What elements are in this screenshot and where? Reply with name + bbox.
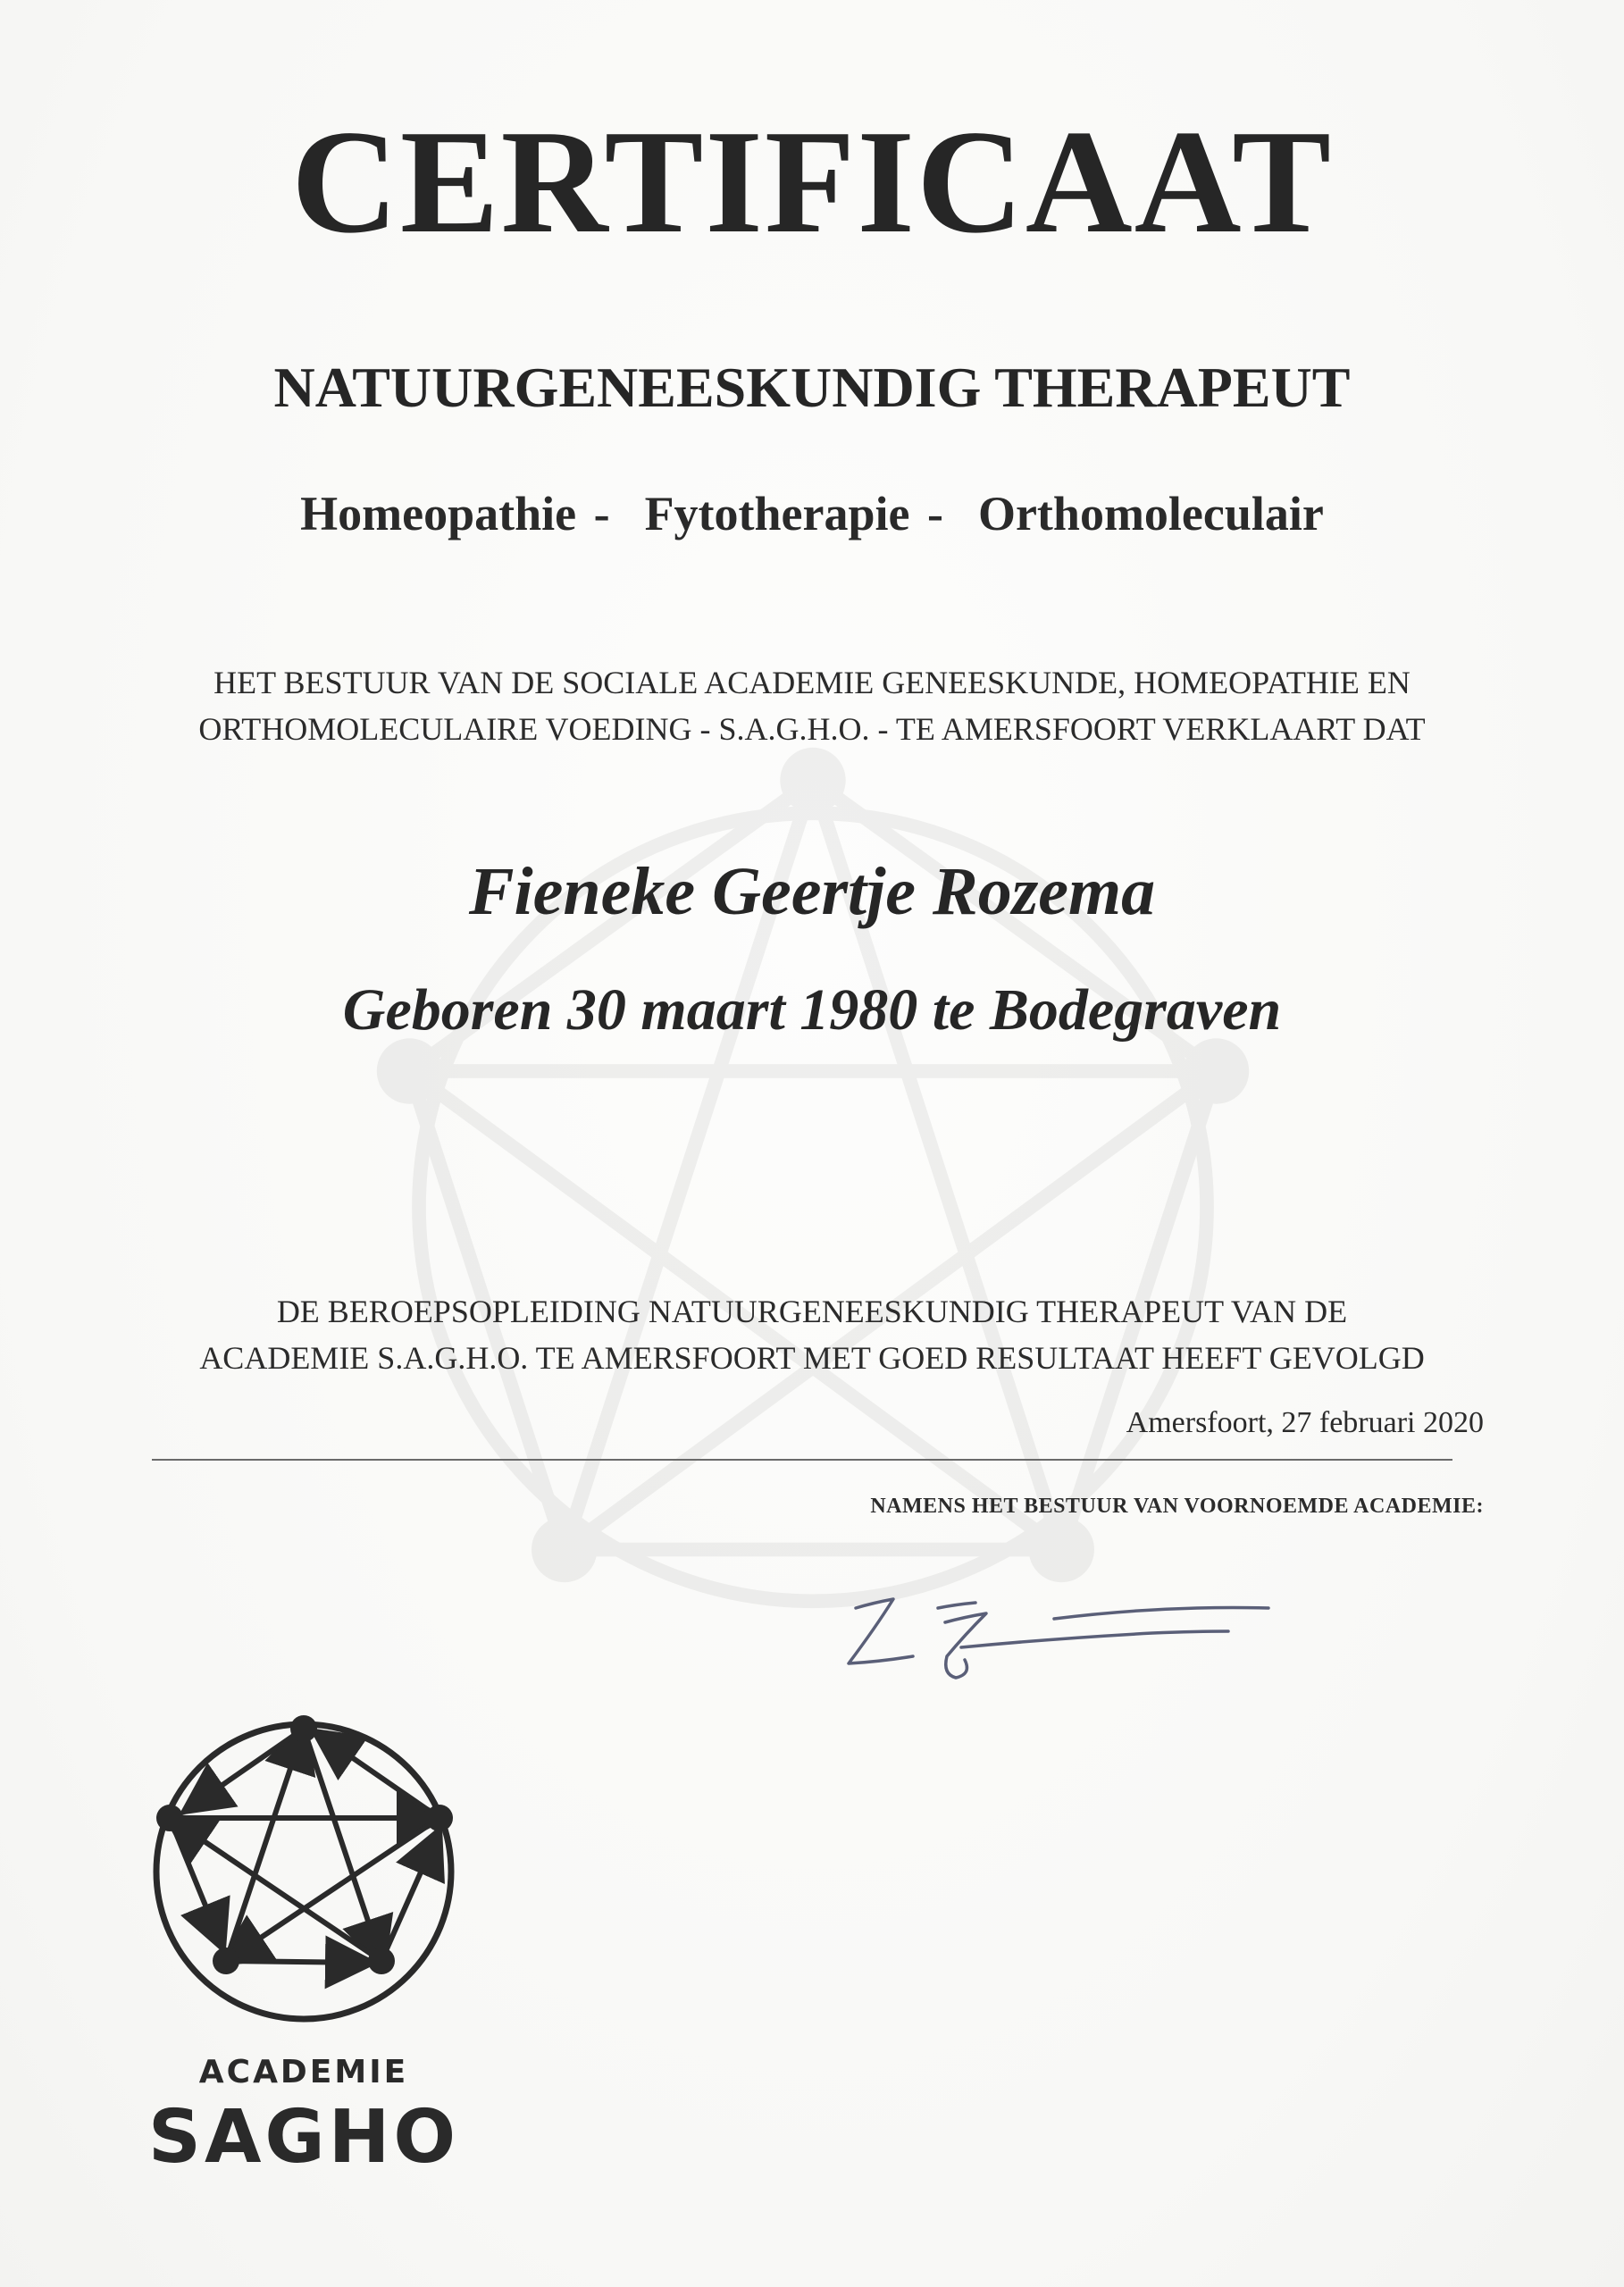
on-behalf-label: NAMENS HET BESTUUR VAN VOORNOEMDE ACADEMIE: (870, 1495, 1484, 1518)
logo-sagho-label: SAGHO (147, 2095, 460, 2180)
declaration-line-1: HET BESTUUR VAN DE SOCIALE ACADEMIE GENEESKUNDE, HOMEOPATHIE EN (213, 665, 1411, 700)
recipient-name: Fieneke Geertje Rozema (468, 854, 1156, 929)
pentagram-arrows-icon (134, 1702, 473, 2032)
completion-text (0, 1288, 1624, 1381)
declaration-text (0, 659, 1624, 752)
declaration-line-2: ORTHOMOLECULAIRE VOEDING - S.A.G.H.O. - TE AMERSFOORT VERKLAART DAT (198, 711, 1426, 747)
signature (831, 1581, 1340, 1715)
logo-academie-label: ACADEMIE (198, 2054, 409, 2090)
completion-line-2: ACADEMIE S.A.G.H.O. TE AMERSFOORT MET GOED RESULTAAT HEEFT GEVOLGD (199, 1340, 1425, 1376)
divider-line (152, 1459, 1452, 1461)
certificate-title: CERTIFICAAT (290, 99, 1333, 264)
disciplines-line: Homeopathie - Fytotherapie - Orthomoleculair (300, 487, 1324, 540)
birth-line: Geboren 30 maart 1980 te Bodegraven (342, 977, 1282, 1043)
place-date: Amersfoort, 27 februari 2020 (1126, 1406, 1484, 1439)
certificate-subtitle: NATUURGENEESKUNDIG THERAPEUT (273, 356, 1351, 419)
completion-line-1: DE BEROEPSOPLEIDING NATUURGENEESKUNDIG THERAPEUT VAN DE (276, 1294, 1348, 1329)
